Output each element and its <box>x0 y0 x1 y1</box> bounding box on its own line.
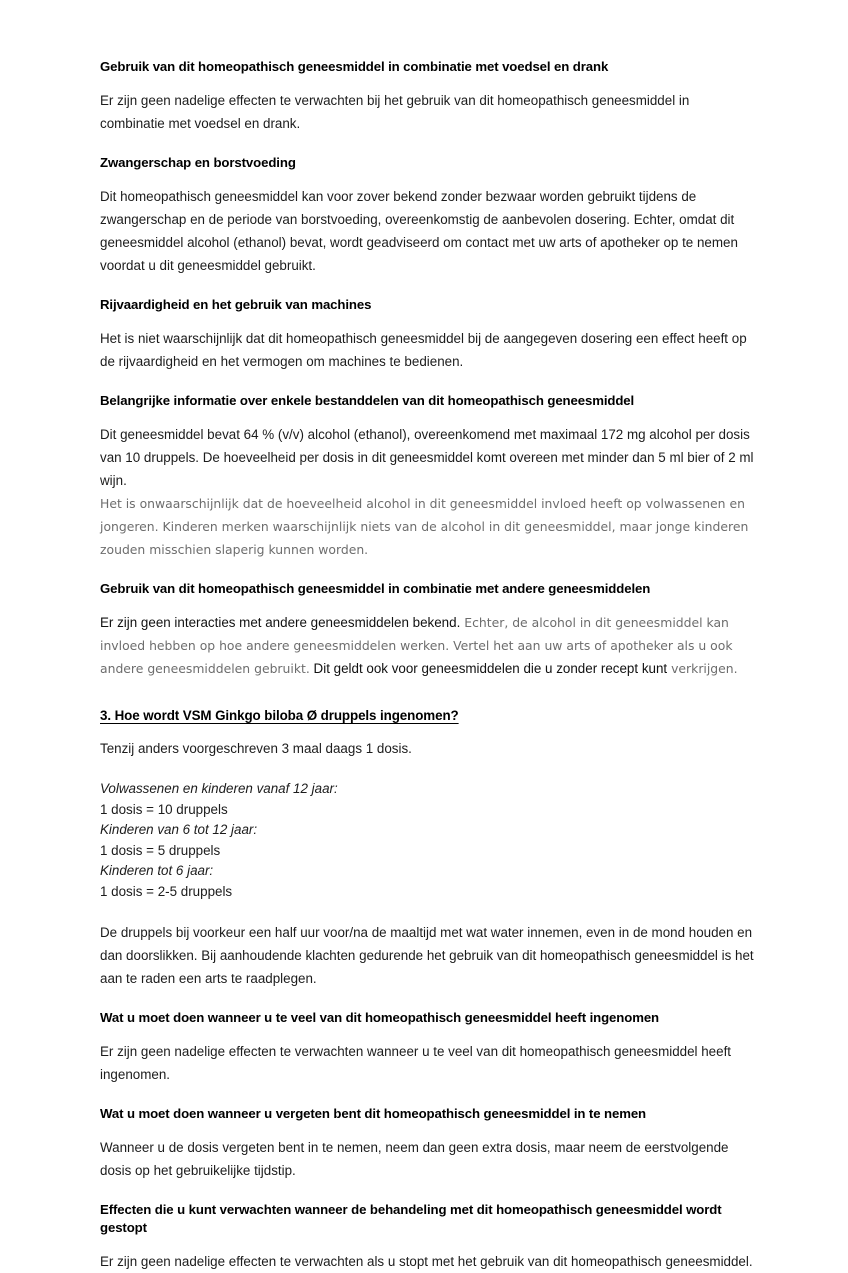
section-interactions <box>100 580 756 680</box>
section-body-excipients: Dit geneesmiddel bevat 64 % (v/v) alcohol (ethanol), overeenkomend met maximaal 172 mg alcohol per dosis van 10 druppels. De hoeveelheid per dosis in dit geneesmiddel komt overeen met minder dan 5 ml bier of 2 ml wijn. <box>100 427 754 488</box>
dosing-list <box>100 779 756 902</box>
section-body-interactions <box>100 611 756 680</box>
section-heading-driving: Rijvaardigheid en het gebruik van machines <box>100 297 372 312</box>
subsection-heading-missed-dose: Wat u moet doen wanneer u vergeten bent dit homeopathisch geneesmiddel in te nemen <box>100 1106 647 1121</box>
subsection-heading-overdose: Wat u moet doen wanneer u te veel van dit homeopathisch geneesmiddel heeft ingenomen <box>100 1010 660 1025</box>
section-spacer <box>100 699 756 706</box>
section-heading-pregnancy: Zwangerschap en borstvoeding <box>100 155 296 170</box>
section-pregnancy <box>100 154 756 277</box>
section-heading-interactions: Gebruik van dit homeopathisch geneesmiddel in combinatie met andere geneesmiddelen <box>100 581 651 596</box>
dosing-value-adults: 1 dosis = 10 druppels <box>100 801 228 817</box>
dosing-value-6to12: 1 dosis = 5 druppels <box>100 842 221 858</box>
subsection-heading-stopping: Effecten die u kunt verwachten wanneer de behandeling met dit homeopathisch geneesmiddel wordt gestopt <box>100 1202 722 1235</box>
section-3-administration: De druppels bij voorkeur een half uur voor/na de maaltijd met wat water innemen, even in de mond houden en dan doorslikken. Bij aanhoudende klachten gedurende het gebruik van dit homeopathisch geneesmiddel is het aan te raden een arts te raadplegen. <box>100 925 754 986</box>
section-3-intro: Tenzij anders voorgeschreven 3 maal daags 1 dosis. <box>100 741 412 756</box>
section-driving <box>100 296 756 373</box>
interactions-run-dark-1: Er zijn geen interacties met andere geneesmiddelen bekend. <box>100 615 461 630</box>
interactions-run-muted: Echter, de alcohol in dit geneesmiddel kan invloed hebben op hoe andere geneesmiddelen werken. Vertel het aan uw arts of apotheker als u ook andere geneesmiddelen gebruikt. <box>100 615 733 676</box>
section-body-driving: Het is niet waarschijnlijk dat dit homeopathisch geneesmiddel bij de aangegeven dosering een effect heeft op de rijvaardigheid en het vermogen om machines te bedienen. <box>100 331 747 369</box>
section-body-food-drink: Er zijn geen nadelige effecten te verwachten bij het gebruik van dit homeopathisch geneesmiddel in combinatie met voedsel en drank. <box>100 93 690 131</box>
subsection-stopping <box>100 1201 756 1273</box>
dosing-label-adults: Volwassenen en kinderen vanaf 12 jaar: <box>100 781 338 796</box>
subsection-body-stopping: Er zijn geen nadelige effecten te verwachten als u stopt met het gebruik van dit homeopathisch geneesmiddel. <box>100 1254 753 1269</box>
section-body-excipients-muted: Het is onwaarschijnlijk dat de hoeveelheid alcohol in dit geneesmiddel invloed heeft op volwassenen en jongeren. Kinderen merken waarschijnlijk niets van de alcohol in dit geneesmiddel, maar jonge kinderen zouden misschien slaperig kunnen worden. <box>100 496 749 557</box>
section-heading-food-drink: Gebruik van dit homeopathisch geneesmiddel in combinatie met voedsel en drank <box>100 59 609 74</box>
subsection-body-missed-dose: Wanneer u de dosis vergeten bent in te nemen, neem dan geen extra dosis, maar neem de eerstvolgende dosis op het gebruikelijke tijdstip. <box>100 1140 729 1178</box>
dosing-label-under6: Kinderen tot 6 jaar: <box>100 863 214 878</box>
dosing-value-under6: 1 dosis = 2-5 druppels <box>100 883 233 899</box>
section-excipients <box>100 392 756 561</box>
section-3-how-to-take <box>100 706 756 990</box>
subsection-missed-dose <box>100 1105 756 1182</box>
interactions-run-muted-2: verkrijgen. <box>671 661 738 676</box>
subsection-overdose <box>100 1009 756 1086</box>
section-heading-excipients: Belangrijke informatie over enkele bestanddelen van dit homeopathisch geneesmiddel <box>100 393 635 408</box>
subsection-body-overdose: Er zijn geen nadelige effecten te verwachten wanneer u te veel van dit homeopathisch geneesmiddel heeft ingenomen. <box>100 1044 732 1082</box>
section-body-pregnancy: Dit homeopathisch geneesmiddel kan voor zover bekend zonder bezwaar worden gebruikt tijdens de zwangerschap en de periode van borstvoeding, overeenkomstig de aanbevolen dosering. Echter, omdat dit geneesmiddel alcohol (ethanol) bevat, wordt geadviseerd om contact met uw arts of apotheker op te nemen voordat u dit geneesmiddel gebruikt. <box>100 189 738 273</box>
dosing-label-6to12: Kinderen van 6 tot 12 jaar: <box>100 822 258 837</box>
section-food-drink <box>100 58 756 135</box>
interactions-run-dark-2: Dit geldt ook voor geneesmiddelen die u zonder recept kunt <box>313 661 668 676</box>
numbered-heading-3: 3. Hoe wordt VSM Ginkgo biloba Ø druppels ingenomen? <box>100 708 459 723</box>
